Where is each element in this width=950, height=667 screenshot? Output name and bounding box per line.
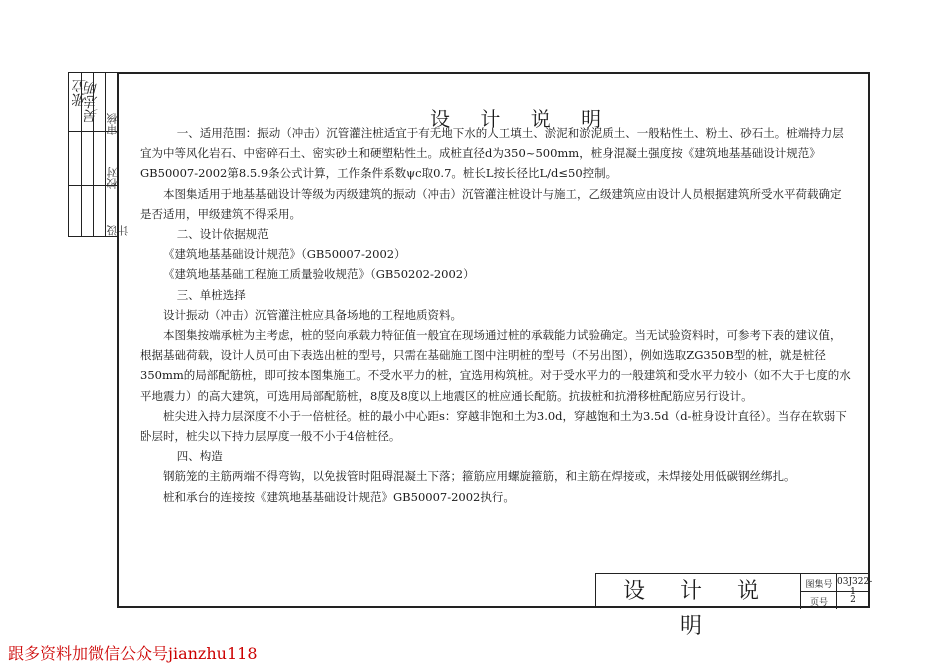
page-number-label: 页号 [809, 598, 828, 608]
section-heading: 四、构造 [176, 449, 223, 464]
strip-divider [105, 73, 106, 236]
title-block-main: 设 计 说 明 [596, 574, 801, 609]
section-heading: 二、设计依据规范 [176, 227, 269, 242]
approval-strip [68, 72, 130, 237]
strip-label-review: 审核 [106, 113, 119, 135]
watermark-text: 跟多资料加微信公众号jianzhu118 [8, 644, 258, 663]
section-heading: 三、单桩选择 [176, 287, 246, 302]
paragraph: 桩和承台的连接按《建筑地基基础设计规范》GB50007-2002执行。 [163, 489, 515, 504]
design-notes-body [140, 123, 852, 507]
signature: 吴志明 [84, 81, 100, 123]
strip-label-check: 校对 [106, 167, 119, 189]
strip-label-design: 设计 [106, 225, 130, 236]
paragraph: 本图集适用于地基基础设计等级为丙级建筑的振动（冲击）沉管灌注桩设计与施工，乙级建筑应由设计人员根据建筑所受水平荷载确定是否适用，甲级建筑不得采用。 [140, 186, 842, 221]
atlas-number-value: 03J322-1 [837, 577, 873, 597]
paragraph: 一、适用范围：振动（冲击）沉管灌注桩适宜于有无地下水的人工填土、淤泥和淤泥质土、一般粘性土、粉土、砂石土。桩端持力层宜为中等风化岩石、中密碎石土、密实砂土和硬塑粘性土。成桩直径d为350~500mm，桩身混凝土强度按《建筑地基基础设计规范》GB50007-2002第8.5.9条公式计算，工作条件系数ψc取0.7。桩长L按长径比L/d≤50控制。 [140, 126, 844, 181]
paragraph: 桩尖进入持力层深度不小于一倍桩径。桩的最小中心距s：穿越非饱和土为3.0d，穿越饱和土为3.5d（d-桩身设计直径）。当存在软弱下卧层时，桩尖以下持力层厚度一般不小于4倍桩径。 [140, 408, 847, 444]
page-number-value: 2 [850, 595, 856, 605]
atlas-number-label: 图集号 [805, 580, 833, 590]
page-title: 设 计 说 明 [430, 107, 614, 131]
paragraph: 设计振动（冲击）沉管灌注桩应具备场地的工程地质资料。 [163, 307, 462, 322]
paragraph: 本图集按端承桩为主考虑，桩的竖向承载力特征值一般宜在现场通过桩的承载能力试验确定。当无试验资料时，可参考下表的建议值，根据基础荷载，设计人员可由下表选出桩的型号，只需在基础施工图中注明桩的型号（不另出图），例如选取ZG350B型的桩，就是桩径350mm的局部配筋桩，即可按本图集施工。不受水平力的桩，宜选用构筑桩。对于受水平力的一般建筑和受水平力较小（如不大于七度的水平地震力）的高大建筑，可选用局部配筋桩，8度及8度以上地震区的桩应通长配筋。抗拔桩和抗滑移桩配筋应另行设计。 [140, 328, 851, 403]
title-block [595, 573, 873, 639]
reference-item: 《建筑地基基础设计规范》（GB50007-2002） [163, 247, 406, 262]
signature: 张立 [72, 79, 88, 107]
reference-item: 《建筑地基基础工程施工质量验收规范》（GB50202-2002） [163, 267, 475, 282]
paragraph: 钢筋笼的主筋两端不得弯钩，以免拔管时阻碍混凝土下落；箍筋应用螺旋箍筋，和主筋在焊接或，未焊接处用低碳钢丝绑扎。 [163, 469, 796, 484]
